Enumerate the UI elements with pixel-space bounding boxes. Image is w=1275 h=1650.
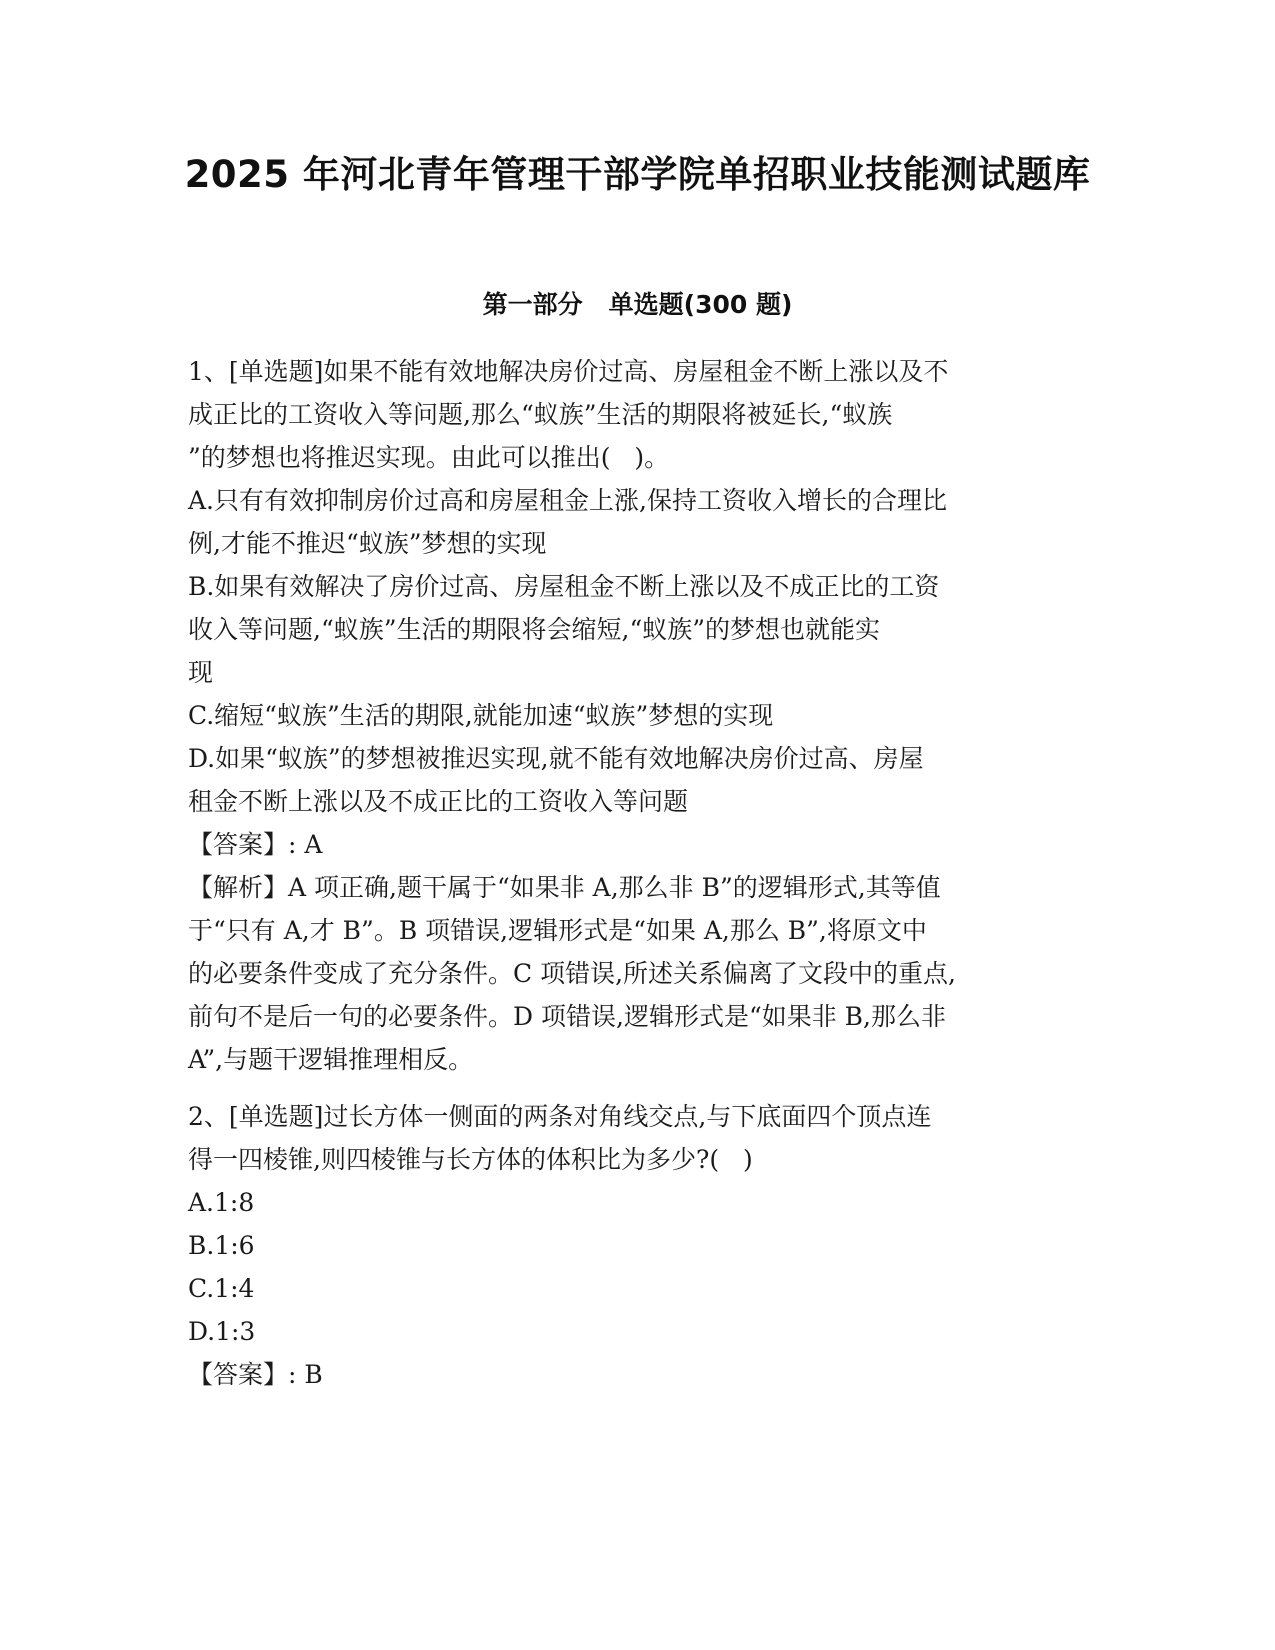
option-b: B.1:6: [188, 1231, 255, 1260]
analysis-line: A”,与题干逻辑推理相反。: [188, 1045, 474, 1074]
answer: 【答案】: B: [188, 1360, 323, 1389]
option-d-continued: 租金不断上涨以及不成正比的工资收入等问题: [188, 787, 689, 816]
option-a-continued: 例,才能不推迟“蚁族”梦想的实现: [188, 529, 547, 558]
question-stem-line: 成正比的工资收入等问题,那么“蚁族”生活的期限将被延长,“蚁族: [188, 400, 893, 429]
analysis-line: 前句不是后一句的必要条件。D 项错误,逻辑形式是“如果非 B,那么非: [188, 1002, 946, 1031]
option-b: B.如果有效解决了房价过高、房屋租金不断上涨以及不成正比的工资: [188, 572, 940, 601]
option-d: D.如果“蚁族”的梦想被推迟实现,就不能有效地解决房价过高、房屋: [188, 744, 924, 773]
option-c: C.1:4: [188, 1274, 255, 1303]
question-1: [188, 350, 1088, 1081]
question-stem-line: 1、[单选题]如果不能有效地解决房价过高、房屋租金不断上涨以及不: [188, 357, 949, 386]
question-stem-line: ”的梦想也将推迟实现。由此可以推出( )。: [188, 443, 670, 472]
option-b-continued: 现: [188, 658, 214, 687]
answer: 【答案】: A: [188, 830, 323, 859]
question-2: [188, 1095, 1088, 1396]
option-a: A.1:8: [188, 1188, 255, 1217]
question-stem-line: 得一四棱锥,则四棱锥与长方体的体积比为多少?( ): [188, 1145, 753, 1174]
option-b-continued: 收入等问题,“蚁族”生活的期限将会缩短,“蚁族”的梦想也就能实: [188, 615, 881, 644]
analysis-line: 的必要条件变成了充分条件。C 项错误,所述关系偏离了文段中的重点,: [188, 959, 956, 988]
document-title: 2025 年河北青年管理干部学院单招职业技能测试题库: [184, 153, 1091, 196]
analysis-line: 【解析】A 项正确,题干属于“如果非 A,那么非 B”的逻辑形式,其等值: [188, 873, 941, 902]
analysis-line: 于“只有 A,才 B”。B 项错误,逻辑形式是“如果 A,那么 B”,将原文中: [188, 916, 927, 945]
question-list: [188, 350, 1088, 1396]
question-stem-line: 2、[单选题]过长方体一侧面的两条对角线交点,与下底面四个顶点连: [188, 1102, 932, 1131]
option-c: C.缩短“蚁族”生活的期限,就能加速“蚁族”梦想的实现: [188, 701, 774, 730]
option-d: D.1:3: [188, 1317, 256, 1346]
option-a: A.只有有效抑制房价过高和房屋租金上涨,保持工资收入增长的合理比: [188, 486, 947, 515]
section-title: 第一部分 单选题(300 题): [482, 290, 793, 319]
